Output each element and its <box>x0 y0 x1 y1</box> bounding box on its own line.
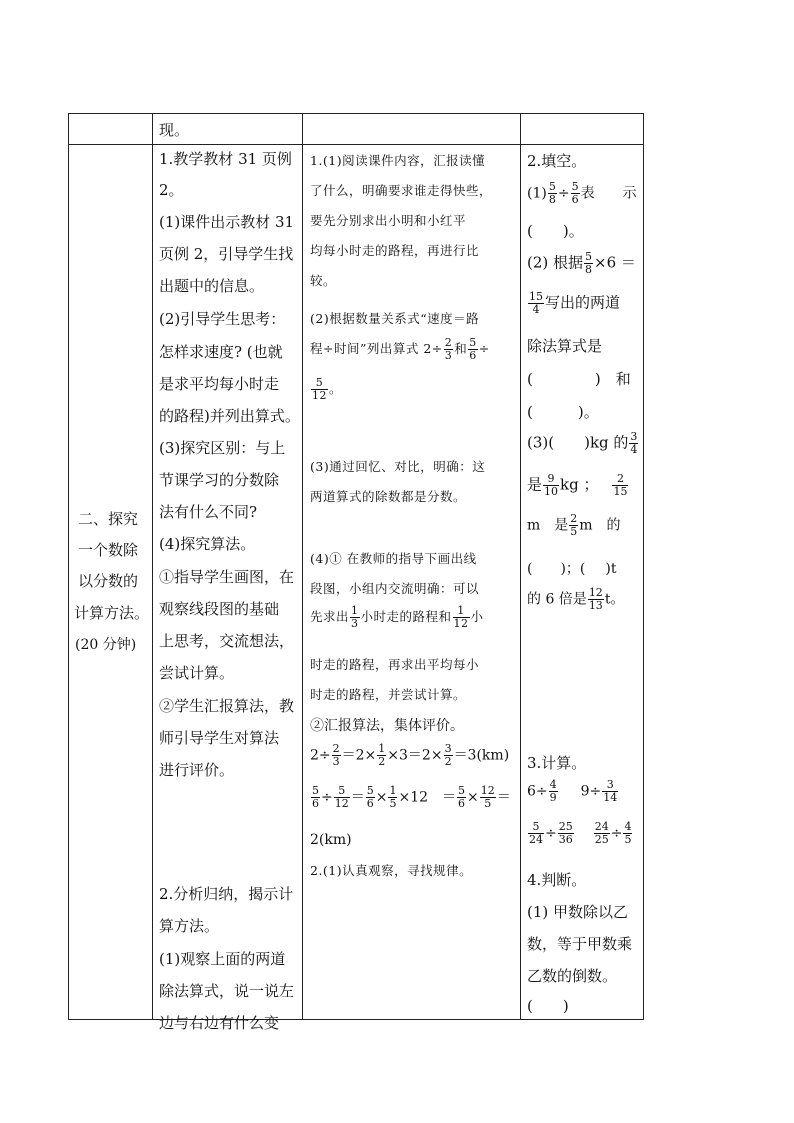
fraction <box>548 181 557 206</box>
fraction <box>594 821 610 846</box>
teacher-text: 师引导学生对算法 <box>159 729 280 747</box>
numerator: 5 <box>571 180 579 193</box>
fraction <box>444 743 453 768</box>
student-text: 2.(1)认真观察，寻找规律。 <box>310 863 473 878</box>
numerator: 1 <box>351 604 359 617</box>
student-text: (3)通过回忆、对比，明确：这 <box>310 459 486 474</box>
exercise-line <box>527 251 636 276</box>
fraction <box>334 785 350 810</box>
denominator: 6 <box>469 349 477 362</box>
fraction <box>366 785 375 810</box>
exercise-text: ( )。 <box>527 222 584 240</box>
denominator: 5 <box>389 797 397 810</box>
exercise-text: ( ) <box>527 997 569 1015</box>
equation-text: 先求出 <box>310 609 350 624</box>
teacher-text: 尝试计算。 <box>159 664 235 682</box>
numerator: 5 <box>458 784 466 797</box>
student-cell <box>303 145 521 1020</box>
exercise-text: 数，等于甲数乘 <box>527 935 633 953</box>
exercise-line <box>527 431 639 456</box>
teacher-cell <box>153 145 303 1032</box>
numerator: 5 <box>311 377 328 390</box>
teacher-text: 边与右边有什么变 <box>159 1014 280 1032</box>
numerator: 5 <box>548 180 556 193</box>
denominator: 15 <box>613 485 628 498</box>
denominator: 36 <box>558 833 573 846</box>
denominator: 14 <box>603 791 618 804</box>
stage-cell <box>69 145 153 1020</box>
fraction <box>453 605 470 630</box>
student-text: 时走的路程，并尝试计算。 <box>310 687 467 702</box>
student-equation <box>310 377 342 402</box>
teacher-text: ②学生汇报算法，教 <box>159 697 295 715</box>
exercise-line <box>527 561 616 577</box>
equation-text: × <box>375 789 388 806</box>
denominator: 25 <box>594 833 609 846</box>
teacher-text: 2。 <box>159 181 184 199</box>
equation-text: ＝ <box>350 789 365 806</box>
teacher-text: ①指导学生画图，在 <box>159 568 295 586</box>
exercise-text: ( <box>527 370 533 388</box>
numerator: 1 <box>378 742 386 755</box>
fraction <box>332 743 341 768</box>
exercise-line <box>527 181 637 206</box>
table-cell <box>153 114 303 145</box>
numerator: 12 <box>480 784 495 797</box>
denominator: 12 <box>312 389 327 402</box>
fraction <box>571 181 580 206</box>
exercise-line <box>527 779 619 804</box>
numerator: 24 <box>594 820 609 833</box>
fraction <box>543 473 559 498</box>
student-text: 要先分别求出小明和小红平 <box>310 213 467 228</box>
table-row <box>69 114 644 145</box>
numerator: 5 <box>334 785 350 798</box>
teacher-text: (1)观察上面的两道 <box>159 950 286 968</box>
fraction <box>457 785 466 810</box>
numerator: 2 <box>444 336 453 349</box>
exercise-text: 除法算式是 <box>527 337 603 355</box>
numerator: 5 <box>312 784 319 797</box>
exercise-text: ( )。 <box>527 403 599 421</box>
denominator: 4 <box>630 443 638 456</box>
denominator: 6 <box>571 193 579 206</box>
exercise-text: (1) 甲数除以乙 <box>527 903 629 921</box>
numerator: 5 <box>469 336 477 349</box>
numerator: 3 <box>630 430 638 443</box>
numerator: 12 <box>588 586 603 599</box>
denominator: 2 <box>444 755 452 768</box>
equation-text: ×3＝2× <box>387 747 443 764</box>
teacher-text: 2.分析归纳，揭示计 <box>159 885 294 903</box>
equation-text: 小 <box>470 609 484 624</box>
equation-text: ÷ <box>478 341 490 356</box>
teacher-text: 上思考，交流想法， <box>159 632 295 650</box>
fraction <box>558 821 574 846</box>
fraction <box>350 605 360 630</box>
teacher-text: 算方法。 <box>159 917 220 935</box>
numerator: 1 <box>453 605 470 618</box>
exercise-text: kg ； <box>560 475 599 494</box>
fraction <box>584 251 593 276</box>
student-text: 段图，小组内交流明确：可以 <box>310 581 480 596</box>
exercise-text: (1) <box>527 185 547 202</box>
student-text: 较。 <box>310 273 337 288</box>
student-text: 1.(1)阅读课件内容，汇报读懂 <box>310 153 486 168</box>
fraction <box>569 513 578 538</box>
student-text: 两道算式的除数都是分数。 <box>310 489 467 504</box>
denominator: 8 <box>585 263 593 276</box>
exercise-text: 写出的两道 <box>545 293 621 312</box>
exercise-line <box>527 821 633 846</box>
equation-text: ＝ <box>496 789 511 806</box>
stage-text: 二、探究 <box>78 510 139 528</box>
exercise-text: (2) 根据 <box>527 253 584 272</box>
teacher-text: 的路程)并列出算式。 <box>159 407 300 425</box>
teacher-text: 出题中的信息。 <box>159 277 265 295</box>
student-text: 时走的路程，再求出平均每小 <box>310 657 480 672</box>
lesson-plan-table <box>68 113 644 1032</box>
equation-text: 。 <box>329 381 343 396</box>
exercise-text: ( )；( <box>527 561 586 577</box>
calc-line <box>310 785 511 810</box>
numerator: 2 <box>570 512 578 525</box>
exercise-text: (3)( )kg 的 <box>527 433 629 452</box>
fraction <box>629 431 638 456</box>
exercise-cell <box>521 145 644 1020</box>
teacher-text: (2)引导学生思考： <box>159 310 286 328</box>
exercise-text: ) 和 <box>594 370 631 388</box>
continued-text: 现。 <box>159 121 190 139</box>
numerator: 5 <box>585 250 593 263</box>
numerator: 15 <box>529 290 543 303</box>
student-text: 了什么，明确要求谁走得快些， <box>310 183 493 198</box>
numerator: 25 <box>558 820 573 833</box>
fraction <box>588 587 604 612</box>
numerator: 3 <box>602 779 618 792</box>
exercise-text: 3.计算。 <box>527 754 587 772</box>
equation-text: ÷ <box>321 789 333 806</box>
exercise-text: ÷ <box>545 825 557 842</box>
teacher-text: 是求平均每小时走 <box>159 375 280 393</box>
stage-text: 一个数除 <box>78 541 139 559</box>
exercise-text: 9÷ <box>580 783 602 800</box>
numerator: 4 <box>624 820 632 833</box>
exercise-text: 的 6 倍是 <box>527 591 587 608</box>
exercise-line <box>527 291 620 316</box>
fraction <box>480 785 496 810</box>
numerator: 2 <box>612 473 628 486</box>
denominator: 5 <box>570 525 578 538</box>
numerator: 5 <box>528 821 544 834</box>
stage-duration: (20 分钟) <box>75 637 137 653</box>
student-text: (4)① 在教师的指导下画出线 <box>310 551 477 566</box>
equation-text: × <box>467 789 479 806</box>
exercise-line <box>527 371 631 387</box>
numerator: 2 <box>332 742 340 755</box>
teacher-text: 观察线段图的基础 <box>159 600 280 618</box>
exercise-text: ÷ <box>610 825 623 842</box>
student-equation <box>310 605 484 630</box>
denominator: 10 <box>544 485 559 498</box>
fraction <box>612 473 628 498</box>
exercise-text: ÷ <box>557 185 570 202</box>
equation-text: ×12 ＝ <box>398 789 457 806</box>
teacher-text: (4)探究算法。 <box>159 535 256 553</box>
exercise-line <box>527 587 624 612</box>
numerator: 3 <box>444 742 452 755</box>
exercise-text: m 的 <box>579 517 621 534</box>
fraction <box>311 377 328 402</box>
exercise-text: ×6 ＝ <box>594 253 636 272</box>
equation-text: ＝2× <box>341 747 377 764</box>
exercise-text: 4.判断。 <box>527 871 587 889</box>
denominator: 4 <box>532 303 540 316</box>
exercise-line <box>527 473 629 498</box>
denominator: 5 <box>624 833 632 846</box>
denominator: 3 <box>351 617 359 630</box>
table-cell <box>521 114 644 145</box>
denominator: 24 <box>529 833 543 846</box>
fraction <box>528 821 544 846</box>
exercise-text: t。 <box>604 591 625 608</box>
fraction <box>623 821 632 846</box>
exercise-line <box>527 513 621 538</box>
exercise-text: 6÷ <box>527 783 548 800</box>
teacher-text: (1)课件出示教材 31 <box>159 213 295 231</box>
fraction <box>602 779 618 804</box>
fraction <box>528 291 544 316</box>
denominator: 2 <box>378 755 386 768</box>
calc-line: 2(km) <box>310 832 352 848</box>
student-text: 均每小时走的路程，再进行比 <box>310 243 480 258</box>
teacher-text: 1.教学教材 31 页例 <box>159 150 292 168</box>
student-equation <box>310 337 490 362</box>
table-row <box>69 145 644 1020</box>
fraction <box>549 779 558 804</box>
equation-text: ＝3(km) <box>453 747 510 764</box>
fraction <box>311 785 320 810</box>
teacher-text: 进行评价。 <box>159 761 235 779</box>
denominator: 3 <box>444 349 453 362</box>
exercise-text: 是 <box>527 475 543 494</box>
equation-text: 和 <box>454 341 468 356</box>
equation-text: 小时走的路程和 <box>360 609 452 624</box>
denominator: 12 <box>453 617 469 630</box>
fraction <box>388 785 397 810</box>
denominator: 8 <box>548 193 556 206</box>
numerator: 1 <box>389 784 397 797</box>
exercise-text: )t <box>605 561 617 577</box>
exercise-text: 表 示 <box>580 185 637 202</box>
numerator: 9 <box>543 473 559 486</box>
stage-text: 计算方法。 <box>74 604 150 622</box>
exercise-text: m 是 <box>527 517 569 534</box>
teacher-text: 除法算式，说一说左 <box>159 982 295 1000</box>
denominator: 13 <box>588 599 603 612</box>
denominator: 12 <box>334 797 349 810</box>
teacher-text: 怎样求速度? (也就 <box>159 343 283 361</box>
numerator: 4 <box>549 778 557 791</box>
student-text: ②汇报算法，集体评价。 <box>310 718 464 734</box>
student-text: (2)根据数量关系式“速度＝路 <box>310 311 480 326</box>
denominator: 6 <box>458 797 466 810</box>
table-cell <box>69 114 153 145</box>
denominator: 6 <box>312 797 319 810</box>
teacher-text: (3)探究区别：与上 <box>159 439 286 457</box>
table-cell <box>303 114 521 145</box>
teacher-text: 法有什么不同? <box>159 503 258 521</box>
fraction <box>468 337 478 362</box>
teacher-text: 节课学习的分数除 <box>159 471 280 489</box>
denominator: 6 <box>366 797 374 810</box>
stage-text: 以分数的 <box>78 572 139 590</box>
numerator: 5 <box>366 784 374 797</box>
denominator: 5 <box>484 797 492 810</box>
fraction <box>377 743 386 768</box>
teacher-text: 页例 2，引导学生找 <box>159 245 294 263</box>
fraction <box>444 337 454 362</box>
denominator: 9 <box>549 791 557 804</box>
equation-text: 程÷时间”列出算式 2÷ <box>310 341 443 356</box>
denominator: 3 <box>332 755 340 768</box>
exercise-text: 2.填空。 <box>527 152 587 170</box>
exercise-text: 乙数的倒数。 <box>527 967 618 985</box>
calc-line <box>310 743 509 768</box>
equation-text: 2÷ <box>310 747 331 764</box>
